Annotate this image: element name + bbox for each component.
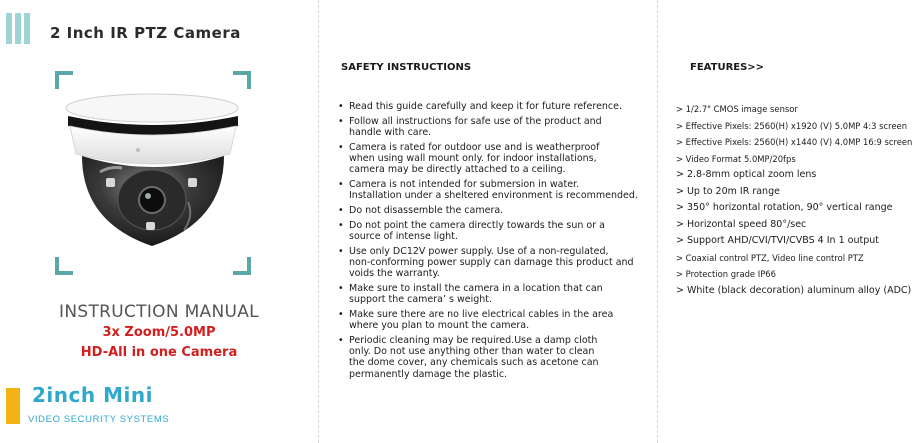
- list-item: > Effective Pixels: 2560(H) x1440 (V) 4.0MP 16:9 screen: [676, 137, 913, 147]
- list-item: > 1/2.7" CMOS image sensor: [676, 104, 798, 114]
- divider-right: [657, 0, 658, 443]
- page-title: 2 Inch IR PTZ Camera: [50, 24, 241, 42]
- list-item: > Video Format 5.0MP/20fps: [676, 153, 796, 164]
- instruction-manual-title: INSTRUCTION MANUAL: [59, 302, 259, 322]
- list-item: • Do not disassemble the camera.: [338, 205, 504, 216]
- manual-subtitle-hd: HD-All in one Camera: [80, 345, 238, 360]
- list-item: • Camera is rated for outdoor use and is weatherproof when using wall mount only. for indoor installations, camera may be directly attached to a ceiling.: [338, 141, 600, 176]
- list-item: > Support AHD/CVI/TVI/CVBS 4 In 1 output: [676, 235, 879, 246]
- list-item: > White (black decoration) aluminum alloy (ADC): [676, 284, 912, 296]
- manual-subtitle-zoom: 3x Zoom/5.0MP: [102, 325, 216, 340]
- ptz-camera-illustration: [60, 82, 248, 262]
- list-item: > Effective Pixels: 2560(H) x1920 (V) 5.0MP 4:3 screen: [676, 120, 908, 131]
- header-logo-bars: [6, 13, 38, 44]
- list-item: • Camera is not intended for submersion in water. Installation under a sheltered environment is recommended.: [338, 179, 638, 202]
- list-item: > Protection grade IP66: [676, 269, 776, 279]
- brand-name: 2inch Mini: [32, 383, 153, 407]
- features-list: [676, 101, 916, 299]
- list-item: > Coaxial control PTZ, Video line control PTZ: [676, 252, 864, 263]
- list-item: • Use only DC12V power supply. Use of a non-regulated, non-conforming power supply can damage this product and voids the warranty.: [338, 245, 634, 280]
- list-item: • Read this guide carefully and keep it for future reference.: [338, 101, 623, 112]
- list-item: • Follow all instructions for safe use of the product and handle with care.: [338, 115, 602, 138]
- divider-left: [318, 0, 319, 443]
- brand-tagline: VIDEO SECURITY SYSTEMS: [28, 414, 170, 425]
- list-item: > Horizontal speed 80°/sec: [676, 218, 807, 230]
- list-item: • Make sure to install the camera in a location that can support the camera’ s weight.: [338, 283, 603, 306]
- list-item: > 2.8-8mm optical zoom lens: [676, 169, 817, 180]
- brand-accent-bar: [6, 388, 20, 424]
- safety-title: SAFETY INSTRUCTIONS: [341, 62, 472, 73]
- list-item: • Periodic cleaning may be required.Use a damp cloth only. Do not use anything other than water to clean the dome cover, any chemicals such as acetone can permanently damage the plastic.: [338, 335, 599, 380]
- list-item: > Up to 20m IR range: [676, 185, 780, 197]
- features-title: FEATURES>>: [690, 62, 765, 73]
- list-item: • Make sure there are no live electrical cables in the area where you plan to mount the camera.: [338, 309, 614, 332]
- safety-list: [338, 101, 653, 383]
- list-item: • Do not point the camera directly towards the sun or a source of intense light.: [338, 219, 605, 242]
- list-item: > 350° horizontal rotation, 90° vertical range: [676, 202, 893, 213]
